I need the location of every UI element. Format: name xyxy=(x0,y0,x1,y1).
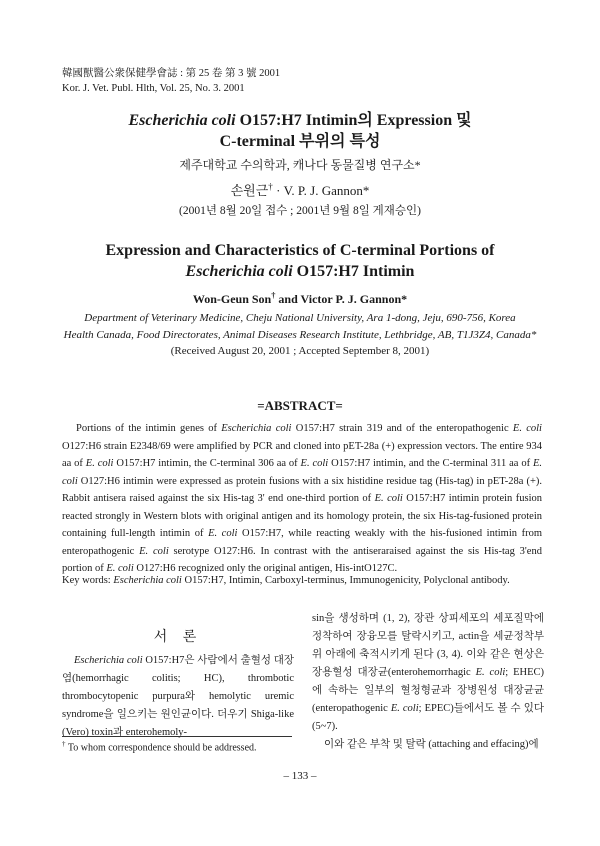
intro-species: E. coli xyxy=(475,667,506,678)
english-title-species: Escherichia coli xyxy=(185,263,293,280)
keywords-list: O157:H7, Intimin, Carboxyl-terminus, Immunogenicity, Polyclonal antibody. xyxy=(181,575,510,586)
korean-title-rest: O157:H7 Intimin의 Expression 및 xyxy=(235,112,472,129)
abstract-text: serotype O127:H6. In contrast with the antiseraraised against the sis His-tag 3'end portion of xyxy=(62,545,542,574)
abstract-species: E. coli xyxy=(85,458,114,469)
abstract-body xyxy=(62,420,542,578)
abstract-species: E. coli xyxy=(300,458,329,469)
abstract-text: O157:H7, while reacting weakly with the his-fusioned intimin from enteropathogenic xyxy=(62,528,542,557)
abstract-species: E. coli xyxy=(208,528,238,539)
keywords xyxy=(62,573,542,588)
abstract-text: Portions of the intimin genes of xyxy=(76,423,222,434)
english-author1: Won-Geun Son xyxy=(192,292,272,306)
intro-text: sin을 생성하며 (1, 2), 장관 상피세포의 세포질막에 정착하여 장융모를 탈락시키고, actin을 세균정착부위 아래에 축적시키게 된다 (3, 4). 이와 같은 현상은 장용혈성 대장균(enterohemorrhagic xyxy=(312,613,544,678)
korean-author1: 손원근 xyxy=(230,183,269,198)
journal-english: Kor. J. Vet. Publ. Hlth, Vol. 25, No. 3. 2001 xyxy=(62,83,245,94)
abstract-species: E. coli xyxy=(62,458,542,487)
korean-dates: (2001년 8월 20일 접수 ; 2001년 9월 8일 게재승인) xyxy=(179,205,421,217)
footnote-divider xyxy=(62,736,292,737)
dagger-mark: † xyxy=(271,291,276,300)
intro-text: O157:H7은 사람에서 출혈성 대장염(hemorrhagic colitis; HC), thrombotic thrombocytopenic purpura와 hemolytic uremic syndrome을 일으키는 원인균이다. 더우기 Shiga-like (Vero) toxin과 enterohemoly- xyxy=(62,655,294,738)
abstract-text: O157:H7 intimin, and the C-terminal 311 aa of xyxy=(328,458,533,469)
dagger-mark: † xyxy=(268,181,273,192)
journal-header xyxy=(62,66,280,96)
english-title-line1: Expression and Characteristics of C-terminal Portions of xyxy=(105,242,495,259)
abstract-text: O127:H6 recognized only the original antigen, His-intO127C. xyxy=(133,563,398,574)
intro-left-column xyxy=(62,652,294,742)
journal-korean: 韓國獸醫公衆保健學會誌 : 第 25 卷 第 3 號 2001 xyxy=(62,68,281,79)
english-title-rest: O157:H7 Intimin xyxy=(292,263,415,280)
keywords-label: Key words: xyxy=(62,575,114,586)
affiliation-line1: Department of Veterinary Medicine, Cheju National University, Ara 1-dong, Jeju, 690-756, Korea xyxy=(84,312,516,324)
english-author-rest: and Victor P. J. Gannon* xyxy=(275,292,408,306)
korean-affiliation: 제주대학교 수의학과, 캐나다 동물질병 연구소* xyxy=(179,158,421,172)
korean-title-line2: C-terminal 부위의 특성 xyxy=(219,133,381,150)
intro-text: ; EHEC)에 속하는 일부의 혈청형균과 장병원성 대장균균 (enteropathogenic xyxy=(312,667,545,714)
korean-author-rest: · V. P. J. Gannon* xyxy=(272,183,370,198)
abstract-text: O127:H6 strain E2348/69 were amplified by PCR and cloned into pET-28a (+) expression vectors. The entire 934 aa of xyxy=(62,440,542,469)
abstract-species: Escherichia coli xyxy=(221,423,292,434)
english-authors xyxy=(0,291,600,307)
abstract-heading: =ABSTRACT= xyxy=(257,398,343,413)
footnote xyxy=(62,740,257,753)
abstract-text: O157:H7 strain 319 and of the enteropathogenic xyxy=(291,423,513,434)
abstract-species: E. coli xyxy=(512,423,542,434)
abstract-species: E. coli xyxy=(106,563,134,574)
abstract-species: E. coli xyxy=(139,545,169,557)
intro-text: 이와 같은 부착 및 탈락 (attaching and effacing)에 xyxy=(324,739,539,750)
korean-title xyxy=(0,110,600,152)
abstract-species: E. coli xyxy=(374,493,403,504)
keywords-species: Escherichia coli xyxy=(113,575,182,586)
english-title xyxy=(0,240,600,282)
footnote-text: To whom correspondence should be addressed. xyxy=(65,742,257,754)
abstract-text: O127:H6 intimin were expressed as protein fusions with a six histidine residue tag (His-tag) in pET-28a (+). Rabbit antisera raised against the six His-tag 3' end one-third portion of xyxy=(62,475,542,504)
intro-text: ; EPEC)들에서도 볼 수 있다 (5~7). xyxy=(312,703,544,732)
intro-right-column xyxy=(312,610,544,754)
section-title-intro: 서 론 xyxy=(153,630,203,645)
abstract-text: O157:H7 intimin, the C-terminal 306 aa of xyxy=(113,458,301,469)
intro-species: E. coli xyxy=(390,703,419,714)
page-number: – 133 – xyxy=(283,770,317,782)
korean-title-species: Escherichia coli xyxy=(128,112,236,129)
footnote-mark: † xyxy=(62,740,66,748)
abstract-text: O157:H7 intimin protein fusion reacted strongly in Western blots with original antigen and its homology protein, the six His-tag-fusioned protein containing full-length intimin of xyxy=(62,493,542,539)
english-dates: (Received August 20, 2001 ; Accepted September 8, 2001) xyxy=(170,345,430,357)
english-affiliation xyxy=(0,310,600,344)
intro-species: Escherichia coli xyxy=(74,655,143,666)
korean-authors xyxy=(0,180,600,199)
affiliation-line2: Health Canada, Food Directorates, Animal Diseases Research Institute, Lethbridge, AB, T1J3Z4, Canada* xyxy=(63,329,537,341)
